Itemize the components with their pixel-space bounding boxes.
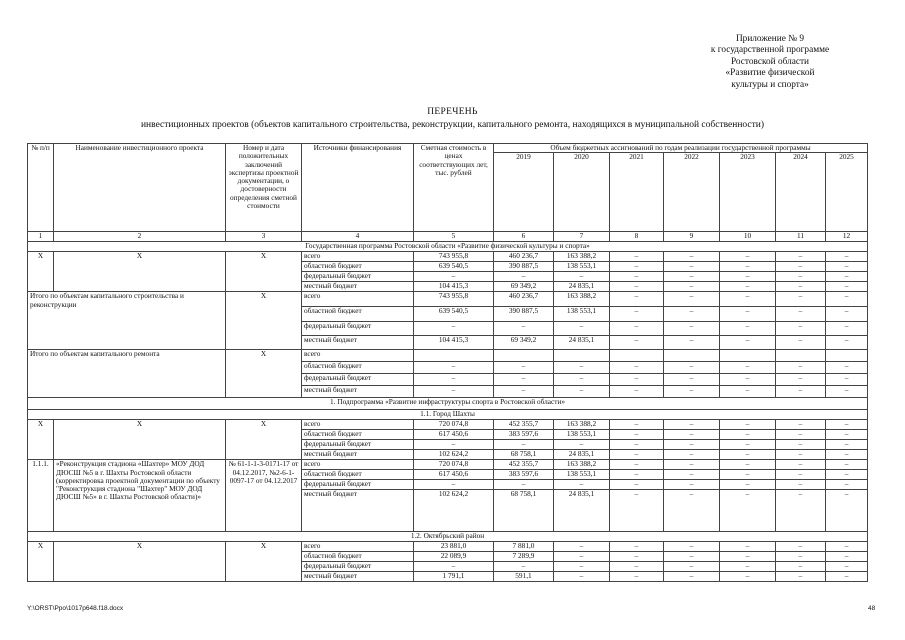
header-num: № п/п xyxy=(28,144,54,232)
value-2019: 383 597,6 xyxy=(494,470,554,480)
source-federal: федеральный бюджет xyxy=(302,272,414,282)
dash: – xyxy=(610,420,664,430)
header-sources: Источники финансирования xyxy=(302,144,414,232)
x-mark: X xyxy=(226,420,302,460)
value-2019: 452 355,7 xyxy=(494,460,554,470)
dash: – xyxy=(610,470,664,480)
dash: – xyxy=(826,552,868,562)
dash: – xyxy=(720,282,776,292)
dash: – xyxy=(494,272,554,282)
dash: – xyxy=(610,440,664,450)
source-regional: областной бюджет xyxy=(302,262,414,272)
source-local: местный бюджет xyxy=(302,386,414,398)
value-estimate: 720 074,8 xyxy=(414,460,494,470)
appendix-line: культуры и спорта» xyxy=(731,79,809,90)
dash: – xyxy=(554,374,610,386)
source-total: всего xyxy=(302,350,414,362)
x-mark: X xyxy=(54,542,226,582)
dash: – xyxy=(776,420,826,430)
source-total: всего xyxy=(302,460,414,470)
x-mark: X xyxy=(28,420,54,460)
dash: – xyxy=(720,272,776,282)
x-mark: X xyxy=(226,542,302,582)
investment-projects-table xyxy=(27,143,868,582)
dash: – xyxy=(554,322,610,336)
dash: – xyxy=(720,440,776,450)
dash: – xyxy=(720,430,776,440)
dash: – xyxy=(776,262,826,272)
value-2020: 24 835,1 xyxy=(554,450,610,460)
dash: – xyxy=(610,262,664,272)
dash: – xyxy=(610,562,664,572)
dash: – xyxy=(664,480,720,490)
value-estimate: 617 450,6 xyxy=(414,430,494,440)
dash: – xyxy=(664,470,720,480)
dash: – xyxy=(494,374,554,386)
dash: – xyxy=(554,480,610,490)
col-number: 11 xyxy=(776,232,826,242)
dash: – xyxy=(776,307,826,322)
dash: – xyxy=(826,562,868,572)
dash: – xyxy=(776,362,826,374)
value-2020: 163 388,2 xyxy=(554,252,610,262)
dash: – xyxy=(554,272,610,282)
footer-file-path: Y:\ORST\Ppo\1017p648.f18.docx xyxy=(27,605,124,612)
value-estimate: 639 540,5 xyxy=(414,307,494,322)
dash: – xyxy=(720,386,776,398)
header-year: 2022 xyxy=(664,153,720,232)
dash: – xyxy=(554,362,610,374)
x-mark: X xyxy=(54,252,226,292)
dash: – xyxy=(776,386,826,398)
x-mark: X xyxy=(54,420,226,460)
value-estimate: 23 881,0 xyxy=(414,542,494,552)
dash: – xyxy=(664,292,720,307)
table-row xyxy=(28,292,868,307)
source-regional: областной бюджет xyxy=(302,362,414,374)
dash: – xyxy=(610,336,664,350)
value-2019: 390 887,5 xyxy=(494,262,554,272)
dash: – xyxy=(826,362,868,374)
dash: – xyxy=(610,307,664,322)
source-federal: федеральный бюджет xyxy=(302,322,414,336)
source-federal: федеральный бюджет xyxy=(302,374,414,386)
dash: – xyxy=(664,322,720,336)
col-number: 7 xyxy=(554,232,610,242)
appendix-block xyxy=(655,34,885,91)
dash: – xyxy=(826,292,868,307)
dash: – xyxy=(414,374,494,386)
value-2020: 163 388,2 xyxy=(554,420,610,430)
dash: – xyxy=(776,470,826,480)
dash: – xyxy=(776,292,826,307)
table-row xyxy=(28,542,868,552)
dash: – xyxy=(664,450,720,460)
header-estimate: Сметная стоимость в ценах соответствующих лет, тыс. рублей xyxy=(414,144,494,232)
dash: – xyxy=(720,490,776,532)
dash: – xyxy=(720,562,776,572)
dash: – xyxy=(720,450,776,460)
dash: – xyxy=(610,292,664,307)
project-name: «Реконструкция стадиона «Шахтер» МОУ ДОД ДЮСШ №5 в г. Шахты Ростовской области (корректировка проектной документации по объекту "Реконструкция стадиона "Шахтер" МОУ ДОД ДЮСШ №5» в г. Шахты Ростовской области)» xyxy=(54,460,226,532)
source-local: местный бюджет xyxy=(302,282,414,292)
header-year: 2019 xyxy=(494,153,554,232)
dash: – xyxy=(826,374,868,386)
dash: – xyxy=(554,440,610,450)
value-2019: 69 349,2 xyxy=(494,282,554,292)
header-name: Наименование инвестиционного проекта xyxy=(54,144,226,232)
source-total: всего xyxy=(302,292,414,307)
value-2020: 138 553,1 xyxy=(554,430,610,440)
section-program: Государственная программа Ростовской области «Развитие физической культуры и спорта» xyxy=(28,242,868,252)
source-regional: областной бюджет xyxy=(302,430,414,440)
table-row xyxy=(28,460,868,470)
source-total: всего xyxy=(302,252,414,262)
dash: – xyxy=(720,336,776,350)
dash: – xyxy=(720,460,776,470)
col-number: 3 xyxy=(226,232,302,242)
section-subprogram: 1. Подпрограмма «Развитие инфраструктуры спорта в Ростовской области» xyxy=(28,398,868,410)
dash: – xyxy=(664,262,720,272)
value-estimate: 617 450,6 xyxy=(414,470,494,480)
dash: – xyxy=(664,562,720,572)
dash: – xyxy=(664,572,720,582)
dash: – xyxy=(720,480,776,490)
dash: – xyxy=(720,292,776,307)
dash: – xyxy=(664,252,720,262)
dash: – xyxy=(610,430,664,440)
dash: – xyxy=(494,480,554,490)
dash: – xyxy=(826,572,868,582)
dash: – xyxy=(826,307,868,322)
value-estimate: 102 624,2 xyxy=(414,490,494,532)
dash: – xyxy=(494,562,554,572)
dash: – xyxy=(776,552,826,562)
col-number: 2 xyxy=(54,232,226,242)
dash: – xyxy=(826,460,868,470)
dash: – xyxy=(776,272,826,282)
section-row xyxy=(28,532,868,542)
dash: – xyxy=(494,322,554,336)
dash: – xyxy=(664,552,720,562)
dash: – xyxy=(414,480,494,490)
header-year: 2020 xyxy=(554,153,610,232)
dash: – xyxy=(664,282,720,292)
x-mark: X xyxy=(28,542,54,582)
dash: – xyxy=(664,386,720,398)
source-local: местный бюджет xyxy=(302,336,414,350)
itogo-build-label: Итого по объектам капитального строительства и реконструкции xyxy=(28,292,226,350)
dash: – xyxy=(664,307,720,322)
col-number: 10 xyxy=(720,232,776,242)
dash: – xyxy=(720,322,776,336)
dash: – xyxy=(664,336,720,350)
dash: – xyxy=(610,374,664,386)
dash: – xyxy=(414,362,494,374)
value-2019: 591,1 xyxy=(494,572,554,582)
col-number: 4 xyxy=(302,232,414,242)
dash: – xyxy=(776,542,826,552)
project-expertise: № 61-1-1-3-0171-17 от 04.12.2017, №2-6-1-0097-17 от 04.12.2017 xyxy=(226,460,302,532)
dash: – xyxy=(776,322,826,336)
dash: – xyxy=(776,430,826,440)
x-mark: X xyxy=(226,350,302,398)
dash: – xyxy=(664,272,720,282)
appendix-line: Ростовской области xyxy=(730,56,810,67)
value-2020: – xyxy=(554,542,610,552)
col-number: 1 xyxy=(28,232,54,242)
value-estimate: 102 624,2 xyxy=(414,450,494,460)
source-local: местный бюджет xyxy=(302,572,414,582)
dash: – xyxy=(826,272,868,282)
dash: – xyxy=(414,562,494,572)
section-row xyxy=(28,398,868,410)
dash: – xyxy=(776,480,826,490)
dash: – xyxy=(610,490,664,532)
dash: – xyxy=(610,282,664,292)
source-regional: областной бюджет xyxy=(302,307,414,322)
dash: – xyxy=(720,470,776,480)
header-volume: Объем бюджетных ассигнований по годам реализации государственной программы xyxy=(494,144,868,153)
dash: – xyxy=(664,362,720,374)
x-mark: X xyxy=(226,292,302,350)
document-subtitle: инвестиционных проектов (объектов капитального строительства, реконструкции, капитального ремонта, находящихся в муниципальной собственности) xyxy=(140,120,765,130)
dash: – xyxy=(826,430,868,440)
dash: – xyxy=(776,440,826,450)
dash: – xyxy=(414,386,494,398)
dash: – xyxy=(664,490,720,532)
dash: – xyxy=(554,562,610,572)
dash: – xyxy=(826,470,868,480)
table-row xyxy=(28,420,868,430)
value-2020: 138 553,1 xyxy=(554,307,610,322)
dash: – xyxy=(776,562,826,572)
header-year: 2024 xyxy=(776,153,826,232)
appendix-line: Приложение № 9 xyxy=(735,34,805,44)
value-2020: 24 835,1 xyxy=(554,490,610,532)
dash: – xyxy=(664,460,720,470)
dash: – xyxy=(664,440,720,450)
dash: – xyxy=(720,572,776,582)
col-number: 6 xyxy=(494,232,554,242)
value-2020: – xyxy=(554,572,610,582)
table-row xyxy=(28,252,868,262)
dash: – xyxy=(826,480,868,490)
dash: – xyxy=(826,322,868,336)
dash: – xyxy=(610,572,664,582)
dash: – xyxy=(494,362,554,374)
dash: – xyxy=(610,386,664,398)
dash: – xyxy=(826,490,868,532)
footer-page-number: 48 xyxy=(868,605,876,612)
value-2019: 390 887,5 xyxy=(494,307,554,322)
x-mark: X xyxy=(226,252,302,292)
value-2019: 7 289,9 xyxy=(494,552,554,562)
header-year: 2025 xyxy=(826,153,868,232)
dash: – xyxy=(720,362,776,374)
header-year: 2023 xyxy=(720,153,776,232)
value-2020: 24 835,1 xyxy=(554,336,610,350)
value-2020: 163 388,2 xyxy=(554,460,610,470)
value-2019: 452 355,7 xyxy=(494,420,554,430)
column-numbers-row xyxy=(28,232,868,242)
value-2019: 460 236,7 xyxy=(494,292,554,307)
dash: – xyxy=(826,542,868,552)
value-estimate: 104 415,3 xyxy=(414,282,494,292)
dash: – xyxy=(776,282,826,292)
value-estimate: 720 074,8 xyxy=(414,420,494,430)
dash: – xyxy=(664,374,720,386)
dash: – xyxy=(494,386,554,398)
value-estimate: 104 415,3 xyxy=(414,336,494,350)
value-2020: 138 553,1 xyxy=(554,470,610,480)
header-row xyxy=(28,144,868,153)
dash: – xyxy=(414,440,494,450)
value-estimate: 743 955,8 xyxy=(414,252,494,262)
header-expertise: Номер и дата положительных заключений экспертизы проектной документации, о достоверности определения сметной стоимости xyxy=(226,144,302,232)
dash: – xyxy=(610,460,664,470)
header-year: 2021 xyxy=(610,153,664,232)
value-2020: 163 388,2 xyxy=(554,292,610,307)
dash: – xyxy=(664,430,720,440)
dash: – xyxy=(720,552,776,562)
document-title: ПЕРЕЧЕНЬ xyxy=(427,107,478,117)
source-federal: федеральный бюджет xyxy=(302,480,414,490)
dash: – xyxy=(610,480,664,490)
value-2020: 24 835,1 xyxy=(554,282,610,292)
dash: – xyxy=(776,460,826,470)
dash: – xyxy=(776,374,826,386)
dash: – xyxy=(664,542,720,552)
dash: – xyxy=(554,386,610,398)
table-row xyxy=(28,350,868,362)
source-regional: областной бюджет xyxy=(302,552,414,562)
dash: – xyxy=(826,420,868,430)
value-estimate: 22 089,9 xyxy=(414,552,494,562)
dash: – xyxy=(826,440,868,450)
col-number: 9 xyxy=(664,232,720,242)
value-2019: 69 349,2 xyxy=(494,336,554,350)
dash: – xyxy=(826,386,868,398)
value-2019: 68 758,1 xyxy=(494,490,554,532)
source-total: всего xyxy=(302,542,414,552)
section-row xyxy=(28,242,868,252)
dash: – xyxy=(720,252,776,262)
dash: – xyxy=(720,542,776,552)
dash: – xyxy=(494,440,554,450)
value-2019: 68 758,1 xyxy=(494,450,554,460)
dash: – xyxy=(720,374,776,386)
source-local: местный бюджет xyxy=(302,450,414,460)
dash: – xyxy=(826,282,868,292)
value-estimate: 639 540,5 xyxy=(414,262,494,272)
col-number: 5 xyxy=(414,232,494,242)
dash: – xyxy=(610,542,664,552)
dash: – xyxy=(776,572,826,582)
col-number: 8 xyxy=(610,232,664,242)
source-local: местный бюджет xyxy=(302,490,414,532)
source-federal: федеральный бюджет xyxy=(302,562,414,572)
dash: – xyxy=(610,322,664,336)
dash: – xyxy=(610,272,664,282)
dash: – xyxy=(610,362,664,374)
source-regional: областной бюджет xyxy=(302,470,414,480)
dash: – xyxy=(610,552,664,562)
dash: – xyxy=(776,336,826,350)
dash: – xyxy=(826,336,868,350)
dash: – xyxy=(826,252,868,262)
dash: – xyxy=(776,450,826,460)
source-total: всего xyxy=(302,420,414,430)
value-2020: – xyxy=(554,552,610,562)
value-2020: 138 553,1 xyxy=(554,262,610,272)
x-mark: X xyxy=(28,252,54,292)
value-estimate: 1 791,1 xyxy=(414,572,494,582)
appendix-line: «Развитие физической xyxy=(725,68,815,79)
dash: – xyxy=(776,490,826,532)
appendix-line: к государственной программе xyxy=(710,45,830,56)
dash: – xyxy=(664,420,720,430)
dash: – xyxy=(414,322,494,336)
section-city: 1.1. Город Шахты xyxy=(28,410,868,420)
dash: – xyxy=(826,450,868,460)
value-2019: 460 236,7 xyxy=(494,252,554,262)
value-estimate: 743 955,8 xyxy=(414,292,494,307)
project-number: 1.1.1. xyxy=(28,460,54,532)
dash: – xyxy=(776,252,826,262)
section-row xyxy=(28,410,868,420)
value-2019: 383 597,6 xyxy=(494,430,554,440)
value-2019: 7 881,0 xyxy=(494,542,554,552)
dash: – xyxy=(720,307,776,322)
dash: – xyxy=(826,262,868,272)
dash: – xyxy=(414,272,494,282)
col-number: 12 xyxy=(826,232,868,242)
dash: – xyxy=(610,450,664,460)
itogo-repair-label: Итого по объектам капитального ремонта xyxy=(28,350,226,398)
dash: – xyxy=(720,420,776,430)
dash: – xyxy=(720,262,776,272)
source-federal: федеральный бюджет xyxy=(302,440,414,450)
section-district: 1.2. Октябрьский район xyxy=(28,532,868,542)
dash: – xyxy=(610,252,664,262)
